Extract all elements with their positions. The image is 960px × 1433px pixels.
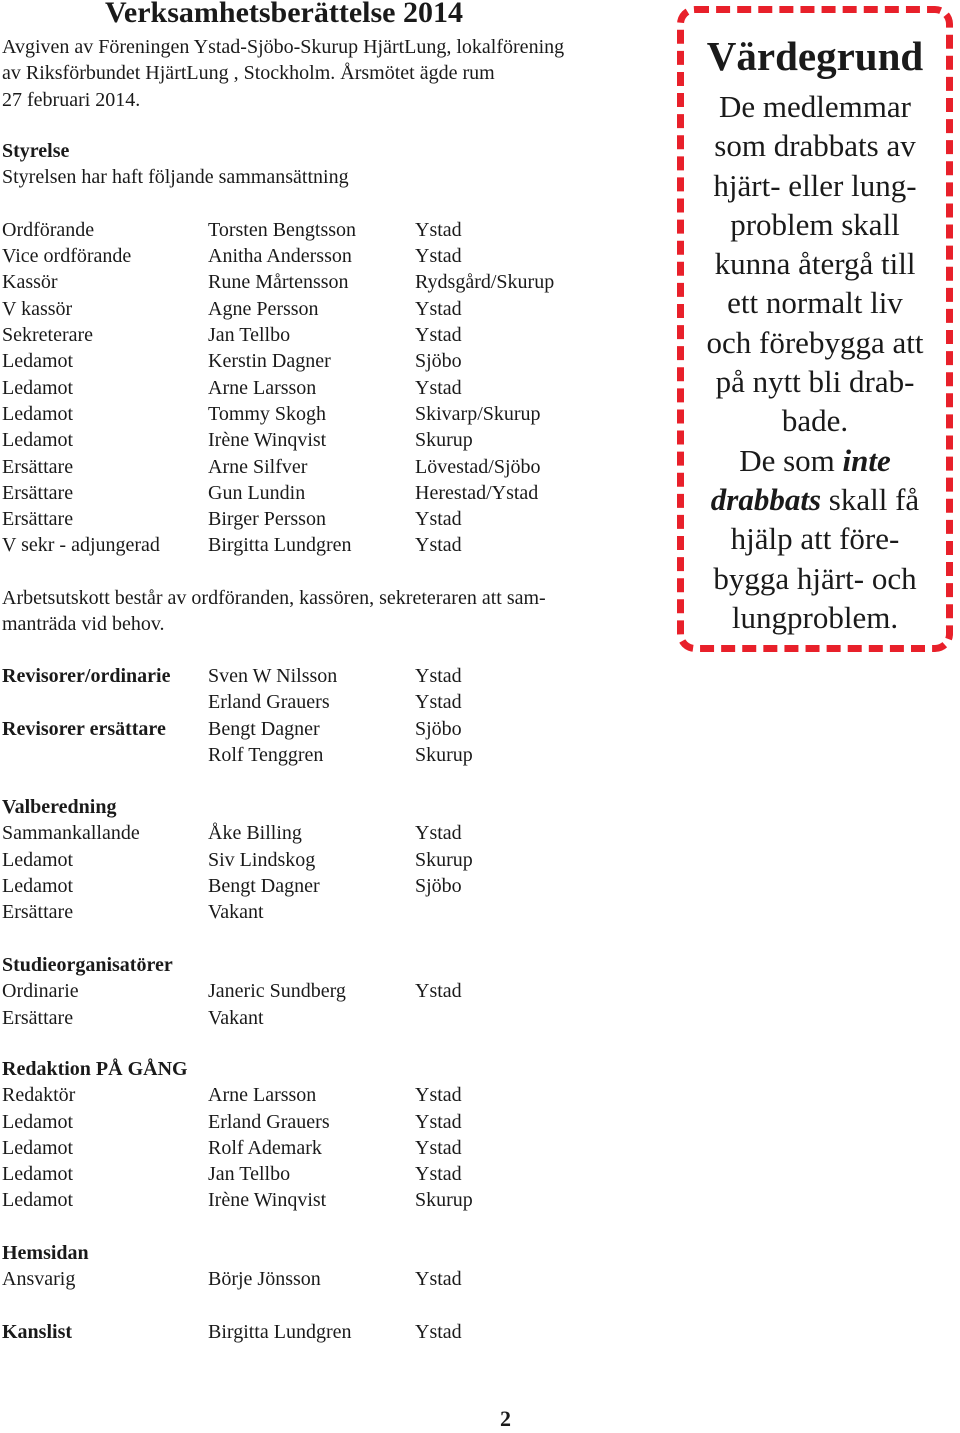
hemsidan-table: [2, 1266, 462, 1292]
intro-line: 27 februari 2014.: [2, 88, 141, 111]
place-cell: Herestad/Ystad: [415, 481, 539, 504]
name-cell: Vakant: [208, 1006, 264, 1029]
name-cell: Rolf Tenggren: [208, 743, 324, 766]
name-cell: Torsten Bengtsson: [208, 218, 357, 241]
name-cell: Arne Larsson: [208, 1084, 317, 1107]
name-cell: Anitha Andersson: [208, 245, 352, 268]
table-row: [2, 689, 473, 715]
vardegrund-line: ett normalt liv: [727, 285, 903, 321]
valberedning-section: [2, 794, 473, 925]
role-cell: [2, 689, 208, 715]
intro-line: av Riksförbundet HjärtLung , Stockholm. Årsmötet ägde rum: [2, 62, 495, 85]
place-cell: Rydsgård/Skurup: [415, 271, 555, 294]
note-line: manträda vid behov.: [2, 613, 165, 636]
table-row: [2, 978, 462, 1004]
place-cell: Skurup: [415, 743, 473, 766]
vardegrund-box: [677, 6, 953, 652]
place-cell: Sjöbo: [415, 717, 462, 740]
vardegrund-line: bade.: [781, 403, 849, 439]
place-cell: Skivarp/Skurup: [415, 402, 541, 425]
table-row: [2, 454, 554, 480]
page-title: Verksamhetsberättelse 2014: [105, 0, 463, 29]
name-cell: Åke Billing: [208, 822, 302, 845]
table-row: [2, 375, 554, 401]
table-row: [2, 1161, 473, 1187]
styrelse-heading: Styrelse: [2, 140, 70, 162]
revisorer-table: [2, 663, 473, 768]
line-text: skall få: [821, 481, 920, 517]
line-text: De som: [739, 442, 843, 478]
styrelse-table: [2, 217, 554, 559]
redaktion-section: [2, 1056, 473, 1214]
place-cell: Ystad: [415, 822, 462, 845]
table-row: [2, 401, 554, 427]
page-number: 2: [500, 1406, 511, 1431]
role-cell: Ledamot: [2, 376, 74, 399]
vardegrund-line: hjärt- eller lung-: [713, 167, 917, 203]
role-cell: Kassör: [2, 271, 58, 294]
place-cell: Skurup: [415, 429, 473, 452]
vardegrund-title: Värdegrund: [706, 33, 924, 79]
emphasis-drabbats: drabbats: [710, 481, 822, 517]
role-cell: Vice ordförande: [2, 245, 132, 268]
table-row: [2, 663, 473, 689]
name-cell: Irène Winqvist: [208, 1189, 327, 1212]
name-cell: Tommy Skogh: [208, 402, 327, 425]
name-cell: Janeric Sundberg: [208, 980, 346, 1003]
place-cell: Ystad: [415, 1084, 462, 1107]
vardegrund-line: lungproblem.: [731, 599, 899, 635]
place-cell: Lövestad/Sjöbo: [415, 455, 541, 478]
table-row: [2, 742, 473, 768]
table-row: [2, 899, 473, 925]
name-cell: Kerstin Dagner: [208, 350, 331, 373]
name-cell: Börje Jönsson: [208, 1268, 321, 1291]
role-cell: Ordinarie: [2, 980, 79, 1003]
place-cell: Skurup: [415, 1189, 473, 1212]
place-cell: Ystad: [415, 1268, 462, 1291]
emphasis-inte: inte: [842, 442, 891, 478]
role-cell: Ledamot: [2, 848, 74, 871]
table-row: [2, 532, 554, 558]
intro-line: Avgiven av Föreningen Ystad-Sjöbo-Skurup HjärtLung, lokalförening: [2, 36, 565, 58]
role-cell: Ledamot: [2, 1110, 74, 1133]
arbetsutskott-note: [2, 585, 577, 638]
name-cell: Jan Tellbo: [208, 1163, 291, 1186]
role-cell: Ledamot: [2, 350, 74, 373]
table-row: [2, 1005, 462, 1031]
name-cell: Rune Mårtensson: [208, 271, 349, 294]
role-cell: Ansvarig: [2, 1268, 76, 1291]
name-cell: Bengt Dagner: [208, 717, 320, 740]
role-cell: Revisorer ersättare: [2, 717, 166, 740]
vardegrund-line: De medlemmar: [719, 89, 911, 124]
place-cell: Ystad: [415, 245, 462, 268]
role-cell: Ledamot: [2, 1189, 74, 1212]
place-cell: Ystad: [415, 508, 462, 531]
table-row: [2, 1319, 462, 1345]
place-cell: Ystad: [415, 1163, 462, 1186]
table-row: [2, 217, 554, 243]
redaktion-heading: Redaktion PÅ GÅNG: [2, 1058, 188, 1080]
table-row: [2, 1266, 462, 1292]
vardegrund-line: som drabbats av: [714, 128, 916, 164]
vardegrund-line: [684, 480, 946, 519]
table-row: [2, 322, 554, 348]
name-cell: Siv Lindskog: [208, 848, 316, 871]
styrelse-subheading: Styrelsen har haft följande sammansättning: [2, 166, 349, 189]
name-cell: Birgitta Lundgren: [208, 1321, 352, 1343]
place-cell: Ystad: [415, 534, 462, 557]
valberedning-table: [2, 820, 473, 925]
table-row: [2, 427, 554, 453]
styrelse-section: [2, 138, 554, 559]
place-cell: Ystad: [415, 297, 462, 320]
table-row: [2, 1135, 473, 1161]
table-row: [2, 506, 554, 532]
place-cell: Sjöbo: [415, 874, 462, 897]
name-cell: Arne Silfver: [208, 455, 308, 478]
table-row: [2, 820, 473, 846]
place-cell: Skurup: [415, 848, 473, 871]
place-cell: Ystad: [415, 376, 462, 399]
place-cell: Ystad: [415, 980, 462, 1003]
table-row: [2, 348, 554, 374]
hemsidan-heading: Hemsidan: [2, 1242, 89, 1264]
place-cell: Ystad: [415, 218, 462, 241]
place-cell: Ystad: [415, 1136, 462, 1159]
name-cell: Birgitta Lundgren: [208, 534, 352, 557]
name-cell: Sven W Nilsson: [208, 665, 338, 687]
role-cell: V sekr - adjungerad: [2, 534, 160, 557]
place-cell: Ystad: [415, 324, 462, 347]
role-cell: [2, 742, 208, 768]
place-cell: Ystad: [415, 1110, 462, 1133]
name-cell: Bengt Dagner: [208, 874, 320, 897]
studieorganisatorer-heading: Studieorganisatörer: [2, 954, 173, 976]
studieorganisatorer-table: [2, 978, 462, 1031]
role-cell: Ledamot: [2, 1136, 74, 1159]
role-cell: V kassör: [2, 297, 73, 320]
note-line: Arbetsutskott består av ordföranden, kassören, sekreteraren att sam-: [2, 587, 546, 609]
vardegrund-line: på nytt bli drab-: [715, 364, 915, 400]
table-row: [2, 1109, 473, 1135]
role-cell: Ersättare: [2, 481, 74, 504]
table-row: [2, 1082, 473, 1108]
hemsidan-section: [2, 1240, 462, 1293]
vardegrund-line: [684, 441, 946, 480]
spacer: [2, 191, 554, 217]
role-cell: Ledamot: [2, 1163, 74, 1186]
valberedning-heading: Valberedning: [2, 796, 117, 818]
intro-paragraph: [2, 34, 602, 113]
role-cell: Ledamot: [2, 874, 74, 897]
name-cell: Erland Grauers: [208, 691, 330, 714]
table-row: [2, 1187, 473, 1213]
role-cell: Sammankallande: [2, 822, 140, 845]
role-cell: Ledamot: [2, 402, 74, 425]
name-cell: Irène Winqvist: [208, 429, 327, 452]
name-cell: Rolf Ademark: [208, 1136, 322, 1159]
table-row: [2, 269, 554, 295]
role-cell: Kanslist: [2, 1321, 73, 1343]
kanslist-section: [2, 1319, 462, 1345]
vardegrund-line: bygga hjärt- och: [713, 560, 917, 596]
revisorer-section: [2, 663, 473, 768]
table-row: [2, 243, 554, 269]
role-cell: Sekreterare: [2, 324, 94, 347]
role-cell: Ordförande: [2, 218, 95, 241]
role-cell: Ersättare: [2, 455, 74, 478]
table-row: [2, 873, 473, 899]
redaktion-table: [2, 1082, 473, 1213]
role-cell: Ersättare: [2, 508, 74, 531]
role-cell: Ledamot: [2, 429, 74, 452]
vardegrund-text: [684, 87, 946, 637]
name-cell: Jan Tellbo: [208, 324, 291, 347]
role-cell: Ersättare: [2, 901, 74, 924]
studieorganisatorer-section: [2, 952, 462, 1031]
table-row: [2, 480, 554, 506]
name-cell: Erland Grauers: [208, 1110, 330, 1133]
vardegrund-line: problem skall: [730, 206, 900, 242]
vardegrund-line: kunna återgå till: [714, 246, 916, 282]
place-cell: Ystad: [415, 1321, 462, 1343]
place-cell: Ystad: [415, 691, 462, 714]
vardegrund-line: hjälp att före-: [730, 521, 900, 557]
name-cell: Agne Persson: [208, 297, 319, 320]
table-row: [2, 296, 554, 322]
place-cell: Sjöbo: [415, 350, 462, 373]
table-row: [2, 716, 473, 742]
name-cell: Vakant: [208, 901, 264, 924]
role-cell: Ersättare: [2, 1006, 74, 1029]
kanslist-table: [2, 1319, 462, 1345]
place-cell: Ystad: [415, 665, 462, 687]
table-row: [2, 847, 473, 873]
name-cell: Birger Persson: [208, 508, 326, 531]
vardegrund-line: och förebygga att: [706, 324, 924, 360]
name-cell: Arne Larsson: [208, 376, 317, 399]
role-cell: Redaktör: [2, 1084, 76, 1107]
name-cell: Gun Lundin: [208, 481, 306, 504]
role-cell: Revisorer/ordinarie: [2, 665, 171, 687]
